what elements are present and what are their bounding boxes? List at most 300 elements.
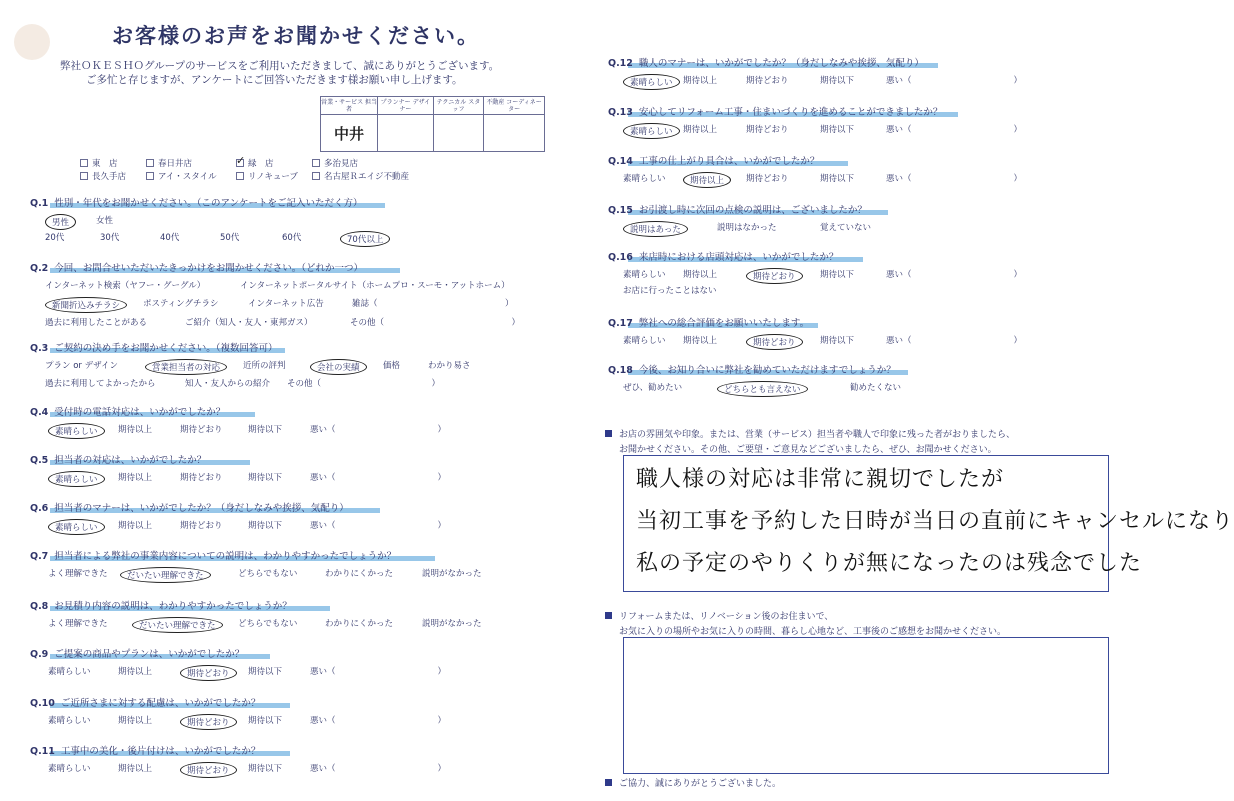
answer-label: インターネット広告 [248, 299, 324, 309]
question-number: Q.15 [608, 205, 633, 216]
answer-option[interactable] [746, 123, 789, 135]
stamp-mark [14, 24, 50, 60]
answer-option[interactable] [683, 334, 717, 346]
comment-box[interactable] [623, 455, 1234, 592]
section-bullet-icon [605, 779, 612, 786]
answer-option[interactable] [886, 334, 1022, 346]
staff-value-sales[interactable]: 中井 [321, 115, 378, 152]
store-option[interactable] [80, 170, 126, 182]
answer-label: 期待以上 [118, 425, 153, 435]
staff-header-technical: テクニカル スタッフ [433, 97, 483, 115]
answer-option[interactable] [45, 214, 76, 230]
answer-label: 期待以下 [820, 76, 855, 86]
store-option[interactable] [236, 170, 298, 182]
answer-option[interactable] [48, 762, 91, 774]
answer-option[interactable] [352, 297, 514, 309]
answer-label: 悪い（ ） [886, 76, 1023, 86]
answer-label: 説明がなかった [422, 619, 482, 629]
question-number: Q.4 [30, 407, 49, 418]
answer-option[interactable] [45, 377, 156, 389]
answer-option[interactable] [310, 423, 446, 435]
store-option[interactable] [236, 157, 274, 169]
answer-option[interactable] [820, 334, 854, 346]
question-number: Q.16 [608, 252, 633, 263]
question-text: 今回、お問合せいただいたきっかけをお聞かせください。（どれか一つ） [54, 263, 364, 274]
answer-label: 素晴らしい [623, 336, 666, 346]
store-label: 春日井店 [158, 159, 193, 169]
answer-label: 素晴らしい [623, 270, 666, 280]
question-q3 [30, 340, 278, 354]
answer-option[interactable] [248, 471, 282, 483]
question-q1 [30, 195, 362, 209]
answer-label: 期待どおり [746, 125, 789, 135]
comment-prompt-line-2: お聞かせください。その他、ご要望・ご意見などございましたら、ぜひ、お聞かせください。 [619, 445, 997, 455]
answer-label: 悪い（ ） [310, 764, 447, 774]
question-text: 弊社への総合評価をお願いいたします。 [638, 318, 810, 329]
question-text: 来店時における店頭対応は、いかがでしたか？ [638, 252, 839, 263]
answer-label: 20代 [45, 233, 65, 243]
answer-label: ポスティングチラシ [143, 299, 219, 309]
question-q15 [608, 202, 867, 216]
answer-label: どちらでもない [238, 619, 298, 629]
answer-label: 期待以上 [118, 667, 153, 677]
page-title: お客様のお声をお聞かせください。 [112, 24, 480, 48]
question-text: ご提案の商品やプランは、いかがでしたか？ [54, 649, 245, 660]
reform-prompt-line-2: お気に入りの場所やお気に入りの時間、暮らし心地など、工事後のご感想をお聞かせください。 [619, 627, 1007, 637]
question-number: Q.6 [30, 503, 49, 514]
answer-label: 素晴らしい [623, 174, 666, 184]
answer-label: 知人・友人からの紹介 [185, 379, 271, 389]
store-option[interactable] [146, 157, 192, 169]
question-q5 [30, 452, 206, 466]
answer-option[interactable] [820, 172, 854, 184]
answer-label: 過去に利用したことがある [45, 318, 148, 328]
answer-label: 説明がなかった [422, 569, 482, 579]
selected-answer: 期待どおり [180, 762, 237, 778]
store-label: アイ・スタイル [158, 172, 217, 182]
selected-answer: どちらとも言えない [717, 381, 808, 397]
answer-option[interactable] [623, 381, 682, 393]
checkbox-icon[interactable] [146, 172, 154, 180]
answer-label: 価格 [383, 361, 401, 371]
store-label: 東 店 [92, 159, 118, 169]
answer-label: どちらでもない [238, 569, 298, 579]
answer-option[interactable] [310, 762, 446, 774]
checkbox-icon[interactable] [146, 159, 154, 167]
question-number: Q.7 [30, 551, 49, 562]
answer-label: 期待以下 [248, 716, 283, 726]
answer-label: 女性 [96, 216, 114, 226]
answer-label: 勧めたくない [850, 383, 902, 393]
answer-option[interactable] [623, 123, 680, 139]
answer-option[interactable] [282, 231, 301, 243]
answer-option[interactable] [185, 377, 270, 389]
answer-label: 期待以下 [248, 425, 283, 435]
answer-label: インターネット検索（ヤフー・グーグル） [45, 281, 206, 291]
comment-prompt-line-1: お店の雰囲気や印象。または、営業（サービス）担当者や職人で印象に残った者がおりましたら、 [619, 430, 1016, 440]
answer-option[interactable] [325, 617, 393, 629]
answer-label: 悪い（ ） [310, 425, 447, 435]
question-q17 [608, 315, 809, 329]
selected-answer: 期待どおり [746, 268, 803, 284]
question-text: ご近所さまに対する配慮は、いかがでしたか？ [60, 698, 261, 709]
question-q18 [608, 362, 896, 376]
answer-label: その他（ ） [350, 318, 521, 328]
selected-answer: 期待以上 [683, 172, 731, 188]
answer-option[interactable] [45, 316, 147, 328]
answer-label: 素晴らしい [48, 667, 91, 677]
selected-answer: 期待どおり [180, 665, 237, 681]
selected-answer: 営業担当者の対応 [145, 359, 227, 375]
answer-option[interactable] [243, 359, 286, 371]
answer-option[interactable] [238, 567, 297, 579]
reform-prompt-line-1: リフォームまたは、リノベーション後のお住まいで、 [619, 612, 834, 622]
answer-option[interactable] [310, 714, 446, 726]
answer-option[interactable] [820, 221, 871, 233]
answer-option[interactable] [45, 231, 64, 243]
answer-option[interactable] [623, 268, 666, 280]
answer-option[interactable] [683, 268, 717, 280]
answer-option[interactable] [118, 423, 152, 435]
intro-line-1: 弊社ＯＫＥＳＨＯグループのサービスをご利用いただきまして、誠にありがとうございます。 [60, 60, 500, 72]
answer-option[interactable] [180, 665, 237, 681]
answer-label: 期待以上 [118, 764, 153, 774]
store-option[interactable] [80, 157, 118, 169]
answer-label: 悪い（ ） [886, 174, 1023, 184]
answer-label: 期待どおり [180, 473, 223, 483]
answer-option[interactable] [310, 665, 446, 677]
answer-label: 期待以上 [683, 336, 718, 346]
answer-option[interactable] [118, 665, 152, 677]
answer-label: その他（ ） [287, 379, 441, 389]
staff-header-planner: プランナー デザイナー [378, 97, 434, 115]
question-text: ご契約の決め手をお聞かせください。（複数回答可） [54, 343, 278, 354]
reform-comment-box[interactable] [623, 637, 1109, 774]
answer-option[interactable] [248, 519, 282, 531]
question-q2 [30, 260, 363, 274]
answer-label: 悪い（ ） [886, 336, 1023, 346]
answer-label: 期待以下 [248, 764, 283, 774]
answer-option[interactable] [717, 221, 777, 233]
question-number: Q.18 [608, 365, 633, 376]
answer-option[interactable] [180, 714, 237, 730]
selected-answer: 新聞折込みチラシ [45, 297, 127, 313]
answer-option[interactable] [180, 519, 223, 531]
question-q13 [608, 104, 942, 118]
answer-option[interactable] [746, 268, 803, 284]
answer-option[interactable] [185, 316, 313, 328]
answer-label: 雑誌（ ） [352, 299, 514, 309]
answer-label: わかり易さ [428, 361, 471, 371]
answer-label: 近所の評判 [243, 361, 286, 371]
answer-option[interactable] [287, 377, 440, 389]
closing-message [605, 776, 781, 789]
checkbox-icon[interactable] [236, 172, 244, 180]
question-number: Q.12 [608, 58, 633, 69]
answer-label: 期待以上 [118, 473, 153, 483]
checkbox-icon[interactable] [80, 159, 88, 167]
question-text: 担当者の対応は、いかがでしたか？ [54, 455, 207, 466]
checkbox-icon[interactable] [312, 159, 320, 167]
question-text: 担当者のマナーは、いかがでしたか？（身だしなみや挨拶、気配り） [54, 503, 349, 514]
answer-label: 素晴らしい [48, 716, 91, 726]
question-text: 今後、お知り合いに弊社を勧めていただけますでしょうか？ [638, 365, 896, 376]
answer-option[interactable] [48, 617, 108, 629]
section-bullet-icon [605, 430, 612, 437]
question-q16 [608, 249, 838, 263]
answer-option[interactable] [683, 123, 717, 135]
answer-option[interactable] [820, 74, 854, 86]
answer-option[interactable] [325, 567, 393, 579]
selected-answer: 期待どおり [180, 714, 237, 730]
answer-option[interactable] [820, 268, 854, 280]
answer-option[interactable] [850, 381, 901, 393]
store-label: 長久手店 [92, 172, 127, 182]
question-text: お引渡し時に次回の点検の説明は、ございましたか？ [638, 205, 867, 216]
answer-option[interactable] [820, 123, 854, 135]
answer-option[interactable] [48, 665, 91, 677]
question-number: Q.5 [30, 455, 49, 466]
answer-label: 期待以下 [820, 336, 855, 346]
answer-option[interactable] [310, 471, 446, 483]
answer-option[interactable] [145, 359, 227, 375]
answer-label: 悪い（ ） [310, 521, 447, 531]
question-number: Q.2 [30, 263, 49, 274]
answer-label: 悪い（ ） [886, 125, 1023, 135]
question-number: Q.9 [30, 649, 49, 660]
selected-answer: 会社の実績 [310, 359, 367, 375]
question-q9 [30, 646, 244, 660]
answer-option[interactable] [160, 231, 179, 243]
answer-label: ぜひ、勧めたい [623, 383, 683, 393]
answer-option[interactable] [623, 284, 717, 296]
answer-label: わかりにくかった [325, 569, 394, 579]
question-number: Q.14 [608, 156, 633, 167]
store-label: 名古屋Ｒエイジ不動産 [324, 172, 410, 182]
store-label: 緑 店 [248, 159, 274, 169]
store-option[interactable] [146, 170, 217, 182]
answer-option[interactable] [422, 567, 482, 579]
answer-option[interactable] [248, 665, 282, 677]
answer-option[interactable] [623, 334, 666, 346]
staff-value-technical[interactable] [433, 115, 483, 152]
answer-label: 悪い（ ） [310, 716, 447, 726]
intro-line-2: ご多忙と存じますが、アンケートにご回答いただきます様お願い申し上げます。 [86, 74, 463, 86]
answer-option[interactable] [118, 714, 152, 726]
answer-label: 期待以下 [248, 473, 283, 483]
answer-option[interactable] [220, 231, 239, 243]
answer-label: 素晴らしい [48, 764, 91, 774]
answer-label: ご紹介（知人・友人・東邦ガス） [185, 318, 313, 328]
staff-header-realestate: 不動産 コーディネーター [484, 97, 545, 115]
question-number: Q.3 [30, 343, 49, 354]
selected-answer: 素晴らしい [48, 423, 105, 439]
question-number: Q.1 [30, 198, 49, 209]
answer-label: 悪い（ ） [886, 270, 1023, 280]
selected-answer: 説明はあった [623, 221, 688, 237]
answer-label: 期待以下 [248, 667, 283, 677]
question-text: 職人のマナーは、いかがでしたか？（身だしなみや挨拶、気配り） [638, 58, 924, 69]
answer-option[interactable] [886, 74, 1022, 86]
answer-option[interactable] [132, 617, 223, 633]
question-number: Q.17 [608, 318, 633, 329]
answer-option[interactable] [886, 123, 1022, 135]
question-number: Q.11 [30, 746, 55, 757]
answer-option[interactable] [248, 762, 282, 774]
question-q8 [30, 598, 292, 612]
answer-option[interactable] [100, 231, 119, 243]
answer-option[interactable] [350, 316, 520, 328]
answer-option[interactable] [383, 359, 400, 371]
answer-option[interactable] [45, 359, 118, 371]
answer-label: 期待どおり [180, 521, 223, 531]
staff-header-sales: 営業・サービス 担当者 [321, 98, 378, 113]
answer-option[interactable] [623, 172, 666, 184]
answer-option[interactable] [310, 519, 446, 531]
answer-option[interactable] [48, 423, 105, 439]
answer-option[interactable] [886, 172, 1022, 184]
answer-label: 期待以上 [683, 270, 718, 280]
answer-option[interactable] [180, 762, 237, 778]
answer-option[interactable] [96, 214, 113, 226]
selected-answer: 素晴らしい [623, 123, 680, 139]
answer-option[interactable] [45, 279, 205, 291]
answer-label: 期待以上 [683, 125, 718, 135]
question-number: Q.10 [30, 698, 55, 709]
selected-answer: 70代以上 [340, 231, 390, 247]
answer-label: 期待以下 [820, 174, 855, 184]
selected-answer: 素晴らしい [623, 74, 680, 90]
staff-value-realestate[interactable] [484, 115, 545, 152]
question-q12 [608, 55, 924, 69]
answer-label: 60代 [282, 233, 302, 243]
answer-option[interactable] [623, 221, 688, 237]
answer-option[interactable] [118, 762, 152, 774]
answer-label: インターネットポータルサイト（ホームプロ・スーモ・アットホーム） [240, 281, 510, 291]
staff-table [320, 96, 545, 152]
staff-value-planner[interactable] [378, 115, 434, 152]
answer-label: 悪い（ ） [310, 473, 447, 483]
store-label: 多治見店 [324, 159, 359, 169]
comment-prompt [605, 427, 1015, 455]
question-q4 [30, 404, 225, 418]
answer-option[interactable] [746, 172, 789, 184]
selected-answer: 期待どおり [746, 334, 803, 350]
question-q6 [30, 500, 349, 514]
answer-option[interactable] [248, 714, 282, 726]
answer-option[interactable] [623, 74, 680, 90]
answer-option[interactable] [120, 567, 211, 583]
answer-option[interactable] [422, 617, 482, 629]
answer-label: 期待以上 [683, 76, 718, 86]
answer-label: 説明はなかった [717, 223, 777, 233]
answer-label: 30代 [100, 233, 120, 243]
question-q10 [30, 695, 260, 709]
question-q14 [608, 153, 819, 167]
answer-option[interactable] [45, 297, 127, 313]
answer-option[interactable] [886, 268, 1022, 280]
checked-box-icon[interactable] [236, 159, 244, 167]
question-text: 工事中の美化・後片付けは、いかがでしたか？ [60, 746, 261, 757]
question-text: 性別・年代をお聞かせください。（このアンケートをご記入いただく方） [54, 198, 363, 209]
answer-option[interactable] [48, 471, 105, 487]
answer-option[interactable] [143, 297, 218, 309]
answer-label: よく理解できた [48, 619, 108, 629]
answer-option[interactable] [48, 714, 91, 726]
section-bullet-icon [605, 612, 612, 619]
answer-option[interactable] [683, 172, 731, 188]
checkbox-icon[interactable] [312, 172, 320, 180]
answer-option[interactable] [746, 74, 789, 86]
answer-label: お店に行ったことはない [623, 286, 717, 296]
answer-option[interactable] [248, 423, 282, 435]
question-q11 [30, 743, 260, 757]
answer-option[interactable] [310, 359, 367, 375]
answer-option[interactable] [238, 617, 297, 629]
answer-label: 期待以上 [118, 521, 153, 531]
answer-option[interactable] [180, 471, 223, 483]
selected-answer: 男性 [45, 214, 76, 230]
selected-answer: だいたい理解できた [132, 617, 223, 633]
checkbox-icon[interactable] [80, 172, 88, 180]
answer-option[interactable] [180, 423, 223, 435]
handwriting-line-1: 職人様の対応は非常に親切でしたが [636, 467, 1005, 492]
answer-label: 過去に利用してよかったから [45, 379, 156, 389]
answer-option[interactable] [746, 334, 803, 350]
answer-label: わかりにくかった [325, 619, 394, 629]
question-text: 担当者による弊社の事業内容についての説明は、わかりやすかったでしょうか？ [54, 551, 397, 562]
selected-answer: 素晴らしい [48, 519, 105, 535]
answer-label: 50代 [220, 233, 240, 243]
question-text: 工事の仕上がり具合は、いかがでしたか？ [638, 156, 820, 167]
handwriting-line-3: 私の予定のやりくりが無になったのは残念でした [636, 551, 1143, 576]
question-number: Q.8 [30, 601, 49, 612]
store-option[interactable] [312, 170, 409, 182]
answer-label: よく理解できた [48, 569, 108, 579]
answer-label: 期待どおり [746, 76, 789, 86]
answer-option[interactable] [428, 359, 471, 371]
question-text: お見積り内容の説明は、わかりやすかったでしょうか？ [54, 601, 292, 612]
answer-option[interactable] [717, 381, 808, 397]
answer-option[interactable] [118, 519, 152, 531]
question-text: 安心してリフォーム工事・住まいづくりを進めることができましたか？ [638, 107, 943, 118]
answer-label: 期待以下 [820, 125, 855, 135]
answer-option[interactable] [118, 471, 152, 483]
store-label: リノキューブ [248, 172, 298, 182]
answer-option[interactable] [248, 297, 324, 309]
answer-option[interactable] [683, 74, 717, 86]
answer-label: 悪い（ ） [310, 667, 447, 677]
handwriting-line-2: 当初工事を予約した日時が当日の直前にキャンセルになり [636, 509, 1234, 534]
answer-option[interactable] [48, 567, 108, 579]
answer-label: 期待どおり [746, 174, 789, 184]
reform-prompt [605, 609, 1006, 637]
answer-label: 覚えていない [820, 223, 872, 233]
answer-label: 40代 [160, 233, 180, 243]
answer-label: プラン or デザイン [45, 361, 119, 371]
question-q7 [30, 548, 396, 562]
answer-label: 期待以下 [820, 270, 855, 280]
closing-text: ご協力、誠にありがとうございました。 [619, 779, 782, 789]
answer-option[interactable] [240, 279, 510, 291]
answer-option[interactable] [340, 231, 390, 247]
question-text: 受付時の電話対応は、いかがでしたか？ [54, 407, 226, 418]
store-option[interactable] [312, 157, 358, 169]
answer-option[interactable] [48, 519, 105, 535]
answer-label: 期待以上 [118, 716, 153, 726]
selected-answer: だいたい理解できた [120, 567, 211, 583]
question-number: Q.13 [608, 107, 633, 118]
